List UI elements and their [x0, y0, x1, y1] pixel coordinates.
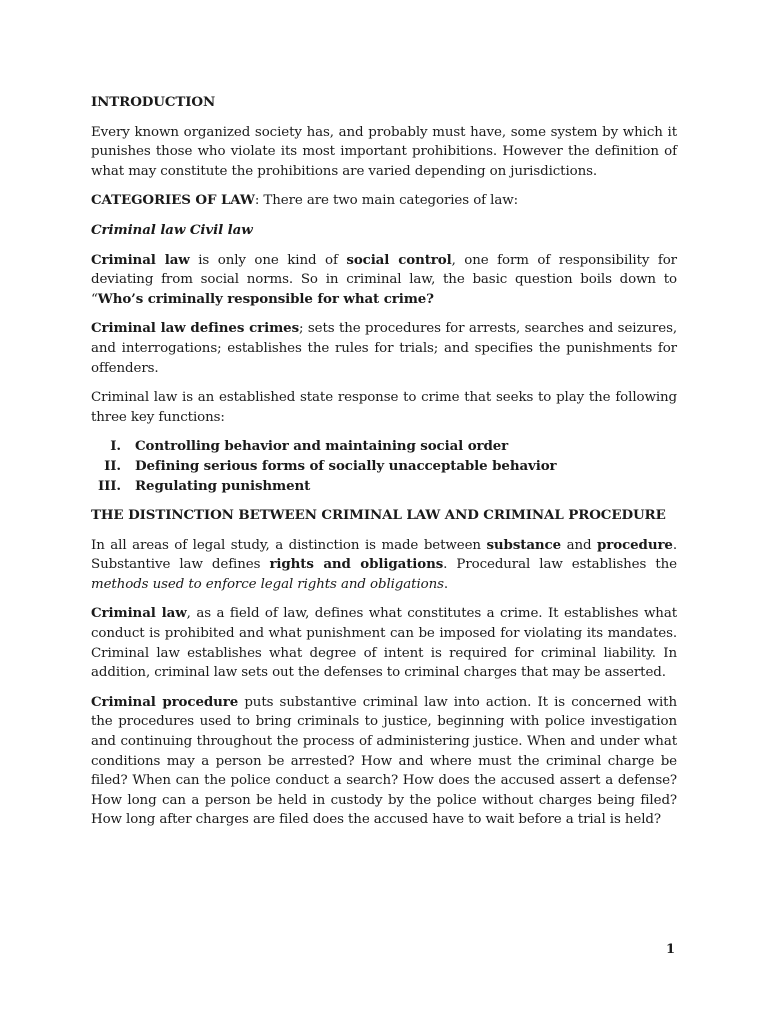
bold-term: procedure: [597, 536, 673, 553]
functions-list: [91, 437, 677, 496]
list-text: Defining serious forms of socially unacceptable behavior: [135, 457, 557, 474]
categories-text: : There are two main categories of law:: [254, 193, 519, 209]
criminal-law-paragraph: [91, 251, 677, 310]
law-types: Criminal law Civil law: [91, 221, 253, 238]
list-item: [91, 477, 677, 497]
list-text: Regulating punishment: [135, 477, 311, 494]
text-run: . Procedural law establishes the: [443, 557, 677, 573]
bold-term: Criminal law: [91, 251, 190, 268]
intro-heading: INTRODUCTION: [91, 94, 216, 110]
text-run: puts substantive criminal law into action. It is concerned with the procedures used to bring criminals to justice, beginning with police investigation and continuing throughout the process of administering justice. When and under what conditions may a person be arrested? How and where must the criminal charge be filed? When can the police conduct a search? How does the accused assert a defense? How long can a person be held in custody by the police without charges being filed? How long after charges are filed does the accused have to wait before a trial is held?: [91, 694, 677, 828]
defines-crimes-paragraph: [91, 319, 677, 378]
text-run: is only one kind of: [189, 252, 347, 268]
text-run: ; sets the procedures for arrests, searches and seizures, and interrogations; establishes the rules for trials; and specifies the punishments for offenders.: [91, 321, 677, 376]
categories-paragraph: [91, 191, 677, 211]
list-numeral: I.: [110, 438, 121, 455]
bold-term: Criminal procedure: [91, 693, 239, 710]
criminal-law-field-paragraph: [91, 604, 677, 682]
list-numeral: II.: [104, 457, 121, 474]
distinction-heading: THE DISTINCTION BETWEEN CRIMINAL LAW AND CRIMINAL PROCEDURE: [91, 507, 666, 524]
italic-term: methods used to enforce legal rights and obligations: [91, 576, 444, 592]
page-number: 1: [666, 942, 676, 957]
text-run: .: [443, 576, 449, 592]
text-run: . Substantive law defines: [91, 537, 677, 573]
document-body: [91, 93, 677, 840]
list-numeral: III.: [97, 477, 121, 494]
functions-intro-paragraph: Criminal law is an established state response to crime that seeks to play the following three key functions:: [91, 390, 677, 425]
substance-procedure-paragraph: [91, 536, 677, 595]
bold-term: social control: [346, 251, 452, 268]
intro-paragraph: Every known organized society has, and probably must have, some system by which it punishes those who violate its most important prohibitions. However the definition of what may constitute the prohibitions are varied depending on jurisdictions.: [91, 124, 677, 179]
bold-term: Criminal law defines crimes: [91, 320, 300, 337]
categories-label: CATEGORIES OF LAW: [91, 192, 255, 209]
bold-term: rights and obligations: [269, 556, 444, 573]
criminal-procedure-paragraph: [91, 693, 677, 830]
text-run: , as a field of law, defines what constitutes a crime. It establishes what conduct is prohibited and what punishment can be imposed for violating its mandates. Criminal law establishes what degree of intent is required for criminal liability. In addition, criminal law sets out the defenses to criminal charges that may be asserted.: [91, 606, 677, 681]
text-run: , one form of responsibility for deviating from social norms. So in criminal law, the basic question boils down to “: [91, 252, 677, 307]
text-run: and: [561, 537, 598, 553]
list-item: [91, 437, 677, 457]
text-run: In all areas of legal study, a distinction is made between: [91, 537, 487, 553]
bold-term: substance: [486, 536, 562, 553]
bold-term: Criminal law: [91, 605, 187, 622]
list-text: Controlling behavior and maintaining social order: [135, 438, 509, 455]
bold-question: Who’s criminally responsible for what crime?: [97, 290, 434, 307]
list-item: [91, 457, 677, 477]
